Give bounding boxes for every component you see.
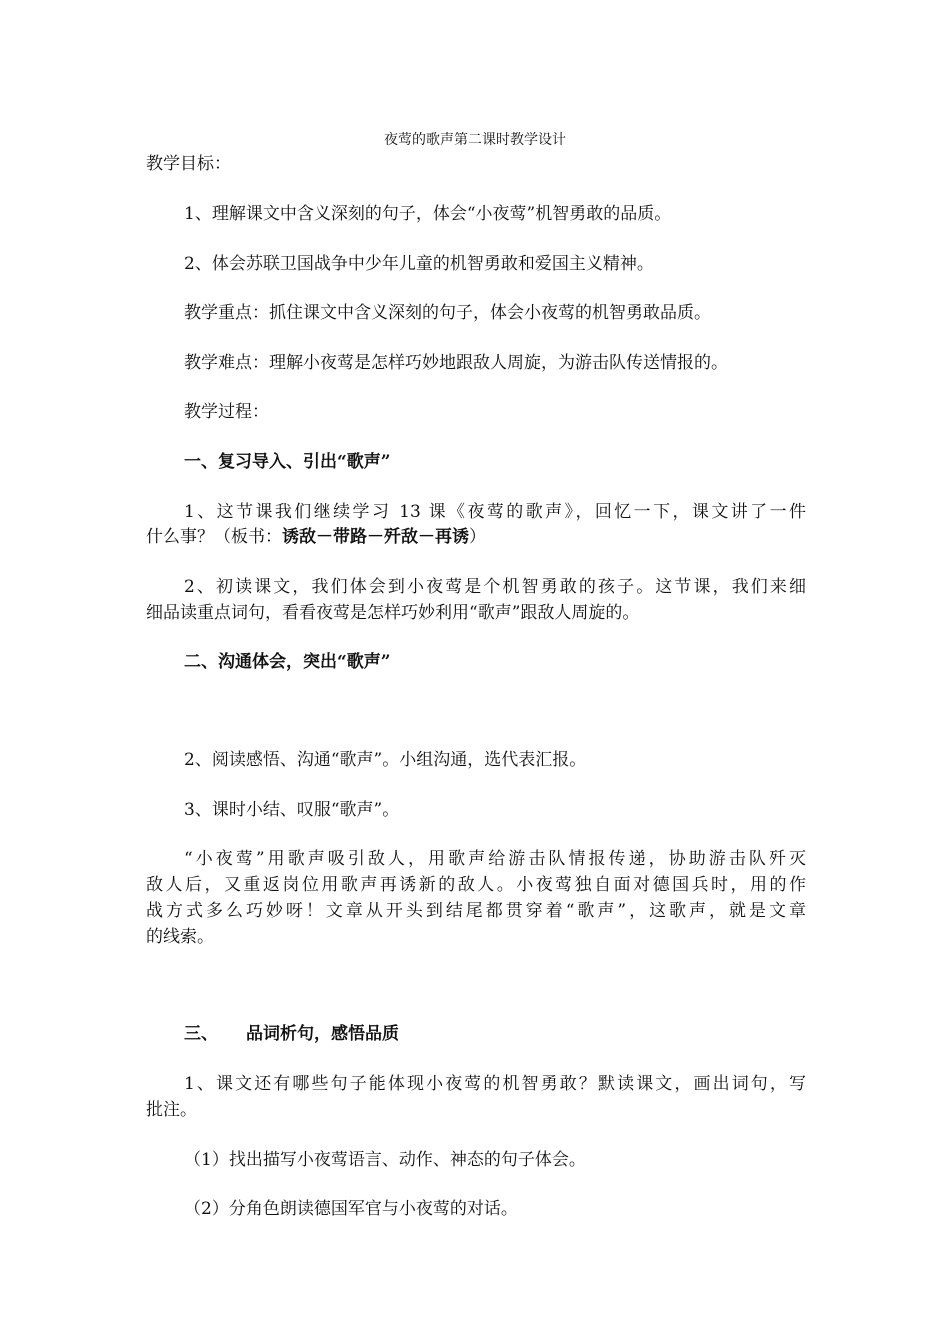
section3-sub-2: （2）分角色朗读德国军官与小夜莺的对话。 xyxy=(184,1199,518,1219)
objectives-heading: 教学目标： xyxy=(146,154,231,174)
key-point: 教学重点：抓住课文中含义深刻的句子，体会小夜莺的机智勇敢品质。 xyxy=(184,303,711,323)
section1-p1-line1: 1、这节课我们继续学习 13 课《夜莺的歌声》，回忆一下，课文讲了一件 xyxy=(184,502,806,522)
section2-heading: 二、沟通体会，突出“歌声” xyxy=(184,652,391,672)
section3-p1-line2: 批注。 xyxy=(146,1100,197,1120)
objective-item-1: 1、理解课文中含义深刻的句子，体会“小夜莺”机智勇敢的品质。 xyxy=(184,204,672,224)
section1-heading: 一、复习导入、引出“歌声” xyxy=(184,452,391,472)
section3-p1-line1: 1、课文还有哪些句子能体现小夜莺的机智勇敢？默读课文，画出词句，写 xyxy=(184,1074,806,1094)
process-heading: 教学过程： xyxy=(184,402,269,422)
section3-sub-1: （1）找出描写小夜莺语言、动作、神态的句子体会。 xyxy=(184,1150,586,1170)
board-writing: 诱敌－带路－歼敌－再诱 xyxy=(282,527,469,547)
section1-p2-line1: 2、初读课文，我们体会到小夜莺是个机智勇敢的孩子。这节课，我们来细 xyxy=(184,577,806,597)
summary-line-2: 敌人后，又重返岗位用歌声再诱新的敌人。小夜莺独自面对德国兵时，用的作 xyxy=(146,875,806,895)
summary-line-4: 的线索。 xyxy=(146,927,214,947)
summary-line-1: “小夜莺”用歌声吸引敌人，用歌声给游击队情报传递，协助游击队歼灭 xyxy=(184,849,806,869)
difficulty: 教学难点：理解小夜莺是怎样巧妙地跟敌人周旋，为游击队传送情报的。 xyxy=(184,353,728,373)
section1-p1-line2 xyxy=(146,524,806,550)
p1-line2-prefix: 什么事？（板书： xyxy=(146,527,282,547)
section2-item-3: 3、课时小结、叹服“歌声”。 xyxy=(184,800,400,820)
section3-heading-text: 品词析句，感悟品质 xyxy=(246,1024,399,1044)
section1-p2-line2: 细品读重点词句，看看夜莺是怎样巧妙利用“歌声”跟敌人周旋的。 xyxy=(146,603,640,623)
document-title: 夜莺的歌声第二课时教学设计 xyxy=(384,132,566,148)
section3-heading xyxy=(184,1021,806,1047)
summary-line-3: 战方式多么巧妙呀！文章从开头到结尾都贯穿着“歌声”，这歌声，就是文章 xyxy=(146,901,806,921)
p1-line2-suffix: ） xyxy=(469,527,486,547)
section3-heading-num: 三、 xyxy=(184,1024,218,1044)
section2-item-2: 2、阅读感悟、沟通“歌声”。小组沟通，选代表汇报。 xyxy=(184,750,587,770)
objective-item-2: 2、体会苏联卫国战争中少年儿童的机智勇敢和爱国主义精神。 xyxy=(184,254,654,274)
